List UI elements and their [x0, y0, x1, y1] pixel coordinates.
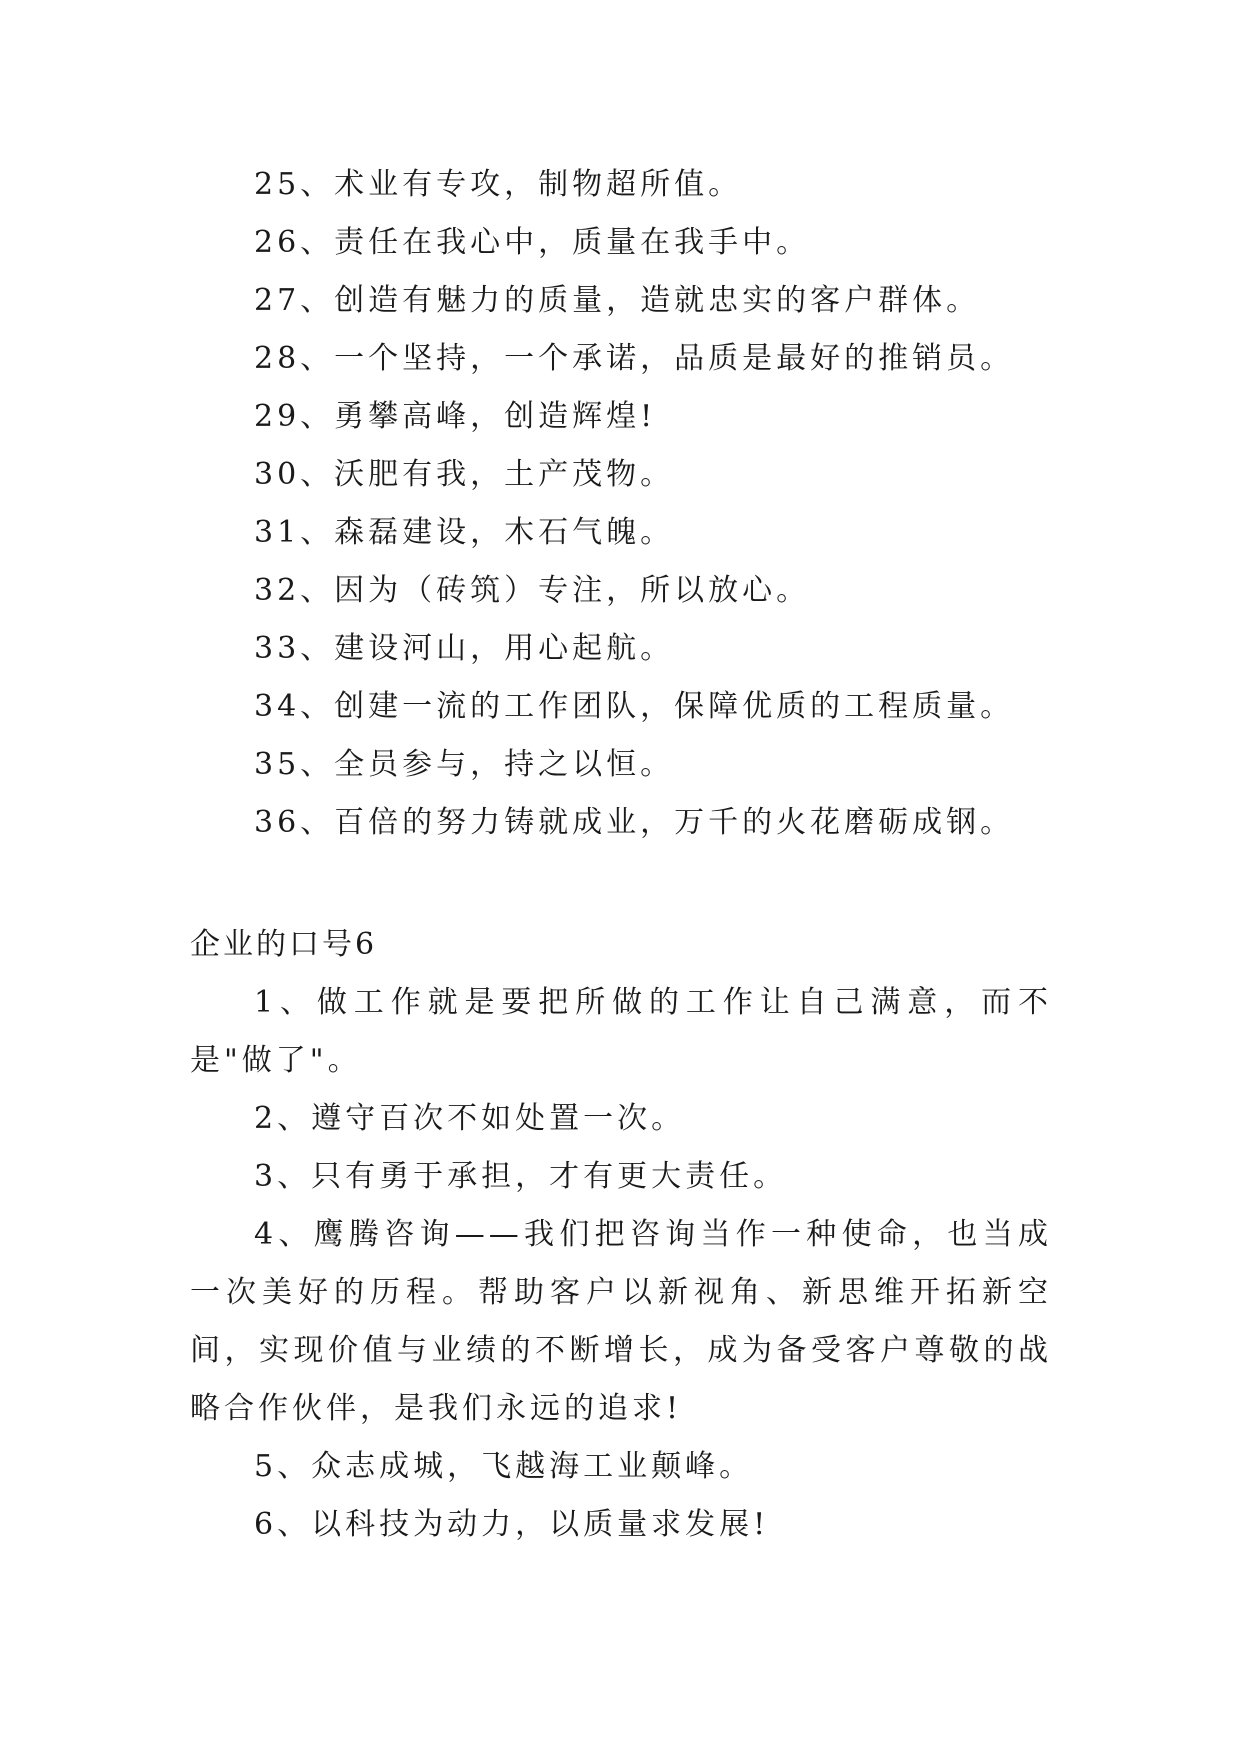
list-item: 35、全员参与，持之以恒。	[254, 747, 675, 782]
list-item: 4、鹰腾咨询——我们把咨询当作一种使命，也当成一次美好的历程。帮助客户以新视角、新思维开拓新空间，实现价值与业绩的不断增长，成为备受客户尊敬的战略合作伙伴，是我们永远的追求!	[190, 1217, 1052, 1426]
list-item: 2、遵守百次不如处置一次。	[254, 1101, 686, 1136]
section-heading: 企业的口号6	[190, 927, 378, 962]
slogan-section-b	[190, 916, 1052, 1554]
list-item: 30、沃肥有我，土产茂物。	[254, 457, 675, 492]
list-item: 25、术业有专攻，制物超所值。	[254, 167, 743, 202]
list-item: 6、以科技为动力，以质量求发展!	[254, 1507, 770, 1542]
list-item: 29、勇攀高峰，创造辉煌!	[254, 399, 657, 434]
list-item: 34、创建一流的工作团队，保障优质的工程质量。	[254, 689, 1015, 724]
list-item: 33、建设河山，用心起航。	[254, 631, 675, 666]
list-item: 28、一个坚持，一个承诺，品质是最好的推销员。	[254, 341, 1015, 376]
list-item: 26、责任在我心中，质量在我手中。	[254, 225, 811, 260]
list-item: 1、做工作就是要把所做的工作让自己满意，而不是"做了"。	[190, 985, 1052, 1078]
list-item: 36、百倍的努力铸就成业，万千的火花磨砺成钢。	[254, 805, 1015, 840]
list-item: 27、创造有魅力的质量，造就忠实的客户群体。	[254, 283, 981, 318]
list-item: 31、森磊建设，木石气魄。	[254, 515, 675, 550]
list-item: 32、因为（砖筑）专注，所以放心。	[254, 573, 811, 608]
list-item: 5、众志成城，飞越海工业颠峰。	[254, 1449, 754, 1484]
slogan-list-a	[190, 156, 1052, 852]
list-item: 3、只有勇于承担，才有更大责任。	[254, 1159, 788, 1194]
